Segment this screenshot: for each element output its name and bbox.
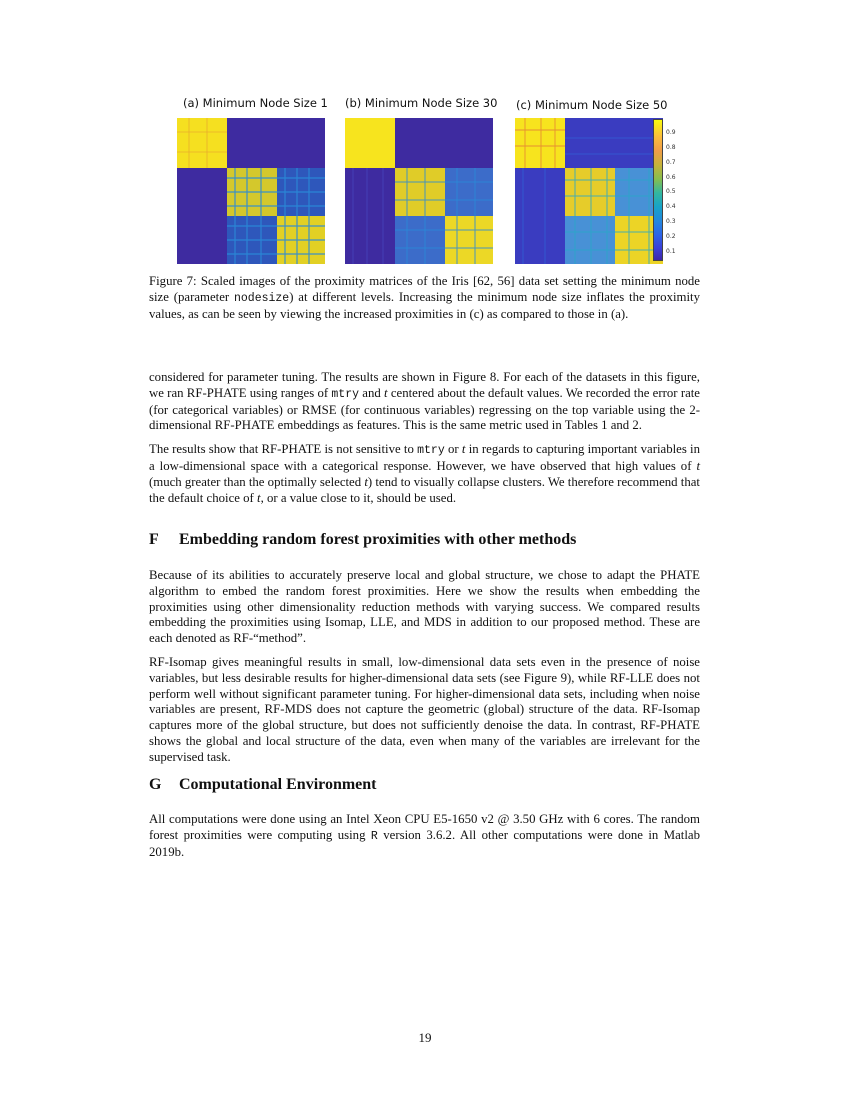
paragraph: Because of its abilities to accurately preserve local and global structure, we chose to adapt the PHATE algorithm to embed the random forest proximities. Here we show the results when embedding the proximities using other dimensionality reduction methods with varying success. We compared results embedding the proximities using Isomap, LLE, and MDS in addition to our proposed method. These are each denoted as RF-“method”.: [149, 568, 700, 646]
section-g-body: [149, 812, 700, 868]
colorbar-tick: 0.7: [666, 159, 676, 166]
section-number: F: [149, 531, 159, 548]
paragraph: considered for parameter tuning. The results are shown in Figure 8. For each of the datasets in this figure, we ran RF-PHATE using ranges of mtry and t centered about the default values. We recorded the error rate (for categorical variables) or RMSE (for continuous variables) regressing on the top variable using the 2-dimensional RF-PHATE embeddings as features. This is the same metric used in Tables 1 and 2.: [149, 370, 700, 433]
colorbar-tick: 0.9: [666, 129, 676, 136]
colorbar-tick: 0.3: [666, 218, 676, 225]
proximity-matrix-b: [345, 118, 493, 264]
section-number: G: [149, 776, 162, 793]
paragraph: The results show that RF-PHATE is not sensitive to mtry or t in regards to capturing important variables in a low-dimensional space with a categorical response. However, we have observed that high values of t (much greater than the optimally selected t) tend to visually collapse clusters. We therefore recommend that the default choice of t, or a value close to it, should be used.: [149, 442, 701, 505]
panel-title-a: (a) Minimum Node Size 1: [183, 96, 328, 110]
section-heading-f: [149, 531, 576, 549]
colorbar-tick: 0.8: [666, 144, 676, 151]
section-title: Computational Environment: [179, 776, 377, 793]
proximity-matrix-c: [515, 118, 663, 264]
colorbar-tick: 0.4: [666, 203, 676, 210]
colorbar-tick: 0.6: [666, 174, 676, 181]
colorbar-tick: 0.5: [666, 188, 676, 195]
caption-code: nodesize: [233, 291, 290, 305]
body-text: [149, 370, 700, 514]
section-f-body: [149, 568, 700, 774]
figure-caption: [149, 274, 700, 330]
caption-text: Figure 7: Scaled images of the proximity matrices of the Iris [62, 56] data set setting the minimum node size (parameter: [149, 274, 700, 304]
colorbar-tick: 0.2: [666, 233, 676, 240]
paragraph: RF-Isomap gives meaningful results in small, low-dimensional data sets even in the presence of noise variables, but less desirable results for higher-dimensional data sets (see Figure 9), while RF-LLE does not perform well without significant parameter tuning. For higher-dimensional data sets, including when noise variables are present, RF-MDS does not capture the geometric (global) structure of the data. RF-Isomap captures more of the global structure, but does not sufficiently denoise the data. In contrast, RF-PHATE shows the global and local structure of the data, even when many of the variables are irrelevant for the supervised task.: [149, 654, 700, 764]
section-title: Embedding random forest proximities with other methods: [179, 531, 577, 548]
panel-title-b: (b) Minimum Node Size 30: [345, 96, 498, 110]
panel-title-c: (c) Minimum Node Size 50: [516, 98, 668, 112]
page-number: 19: [418, 1030, 432, 1045]
section-heading-g: [149, 776, 377, 794]
paragraph: All computations were done using an Intel Xeon CPU E5-1650 v2 @ 3.50 GHz with 6 cores. The random forest proximities were computing using R version 3.6.2. All other computations were done in Matlab 2019b.: [149, 812, 700, 859]
colorbar: [653, 119, 663, 261]
caption-text: ) at different levels. Increasing the minimum node size inflates the proximity values, as can be seen by viewing the increased proximities in (c) as compared to those in (a).: [149, 289, 700, 321]
proximity-matrix-a: [177, 118, 325, 264]
colorbar-tick: 0.1: [666, 248, 676, 255]
